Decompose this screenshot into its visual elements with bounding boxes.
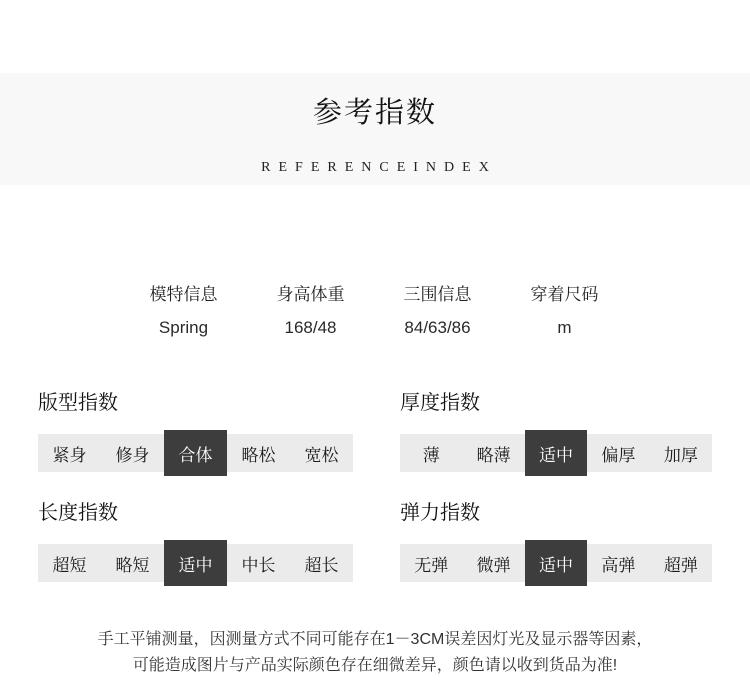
length-option: 超短 — [52, 555, 87, 575]
stretch-index-title: 弹力指数 — [400, 502, 480, 524]
model-info-table — [120, 274, 630, 346]
length-option: 中长 — [241, 555, 276, 575]
thickness-option-selected: 适中 — [525, 430, 587, 476]
model-name-value: Spring — [158, 318, 209, 337]
thickness-option: 偏厚 — [601, 445, 636, 465]
stretch-option: 超弹 — [663, 555, 698, 575]
length-index-scale — [38, 544, 353, 582]
fit-option: 宽松 — [304, 445, 339, 465]
index-section-stretch — [400, 500, 712, 582]
index-section-length — [38, 500, 353, 582]
stretch-option: 微弹 — [476, 555, 511, 575]
measurements-value: 84/63/86 — [404, 318, 471, 337]
stretch-option: 高弹 — [601, 555, 636, 575]
disclaimer-line-2: 可能造成图片与产品实际颜色存在细微差异，颜色请以收到货品为准! — [132, 657, 618, 674]
thickness-option: 薄 — [422, 445, 440, 465]
wearing-size-header: 穿着尺码 — [530, 284, 599, 304]
fit-index-scale — [38, 434, 353, 472]
thickness-index-title: 厚度指数 — [400, 392, 480, 414]
measurement-disclaimer — [0, 627, 750, 679]
page-title: 参考指数 — [312, 97, 437, 129]
length-option: 略短 — [115, 555, 150, 575]
fit-option: 略松 — [241, 445, 276, 465]
fit-option-selected: 合体 — [164, 430, 227, 476]
measurements-header: 三围信息 — [403, 284, 472, 304]
stretch-option-selected: 适中 — [525, 540, 587, 586]
fit-option: 紧身 — [52, 445, 87, 465]
wearing-size-value: m — [557, 318, 572, 337]
length-index-title: 长度指数 — [38, 502, 118, 524]
index-section-fit — [38, 390, 353, 472]
thickness-index-scale — [400, 434, 712, 472]
fit-option: 修身 — [115, 445, 150, 465]
fit-index-title: 版型指数 — [38, 392, 118, 414]
length-option: 超长 — [304, 555, 339, 575]
height-weight-header: 身高体重 — [276, 284, 345, 304]
height-weight-value: 168/48 — [284, 318, 337, 337]
disclaimer-line-1: 手工平铺测量，因测量方式不同可能存在1－3CM误差因灯光及显示器等因素， — [97, 631, 653, 648]
model-info-header: 模特信息 — [149, 284, 218, 304]
stretch-option: 无弹 — [414, 555, 449, 575]
thickness-option: 加厚 — [663, 445, 698, 465]
page-subtitle: REFERENCEINDEX — [261, 160, 497, 175]
index-section-thickness — [400, 390, 712, 472]
length-option-selected: 适中 — [164, 540, 227, 586]
thickness-option: 略薄 — [476, 445, 511, 465]
section-header — [0, 73, 750, 185]
stretch-index-scale — [400, 544, 712, 582]
